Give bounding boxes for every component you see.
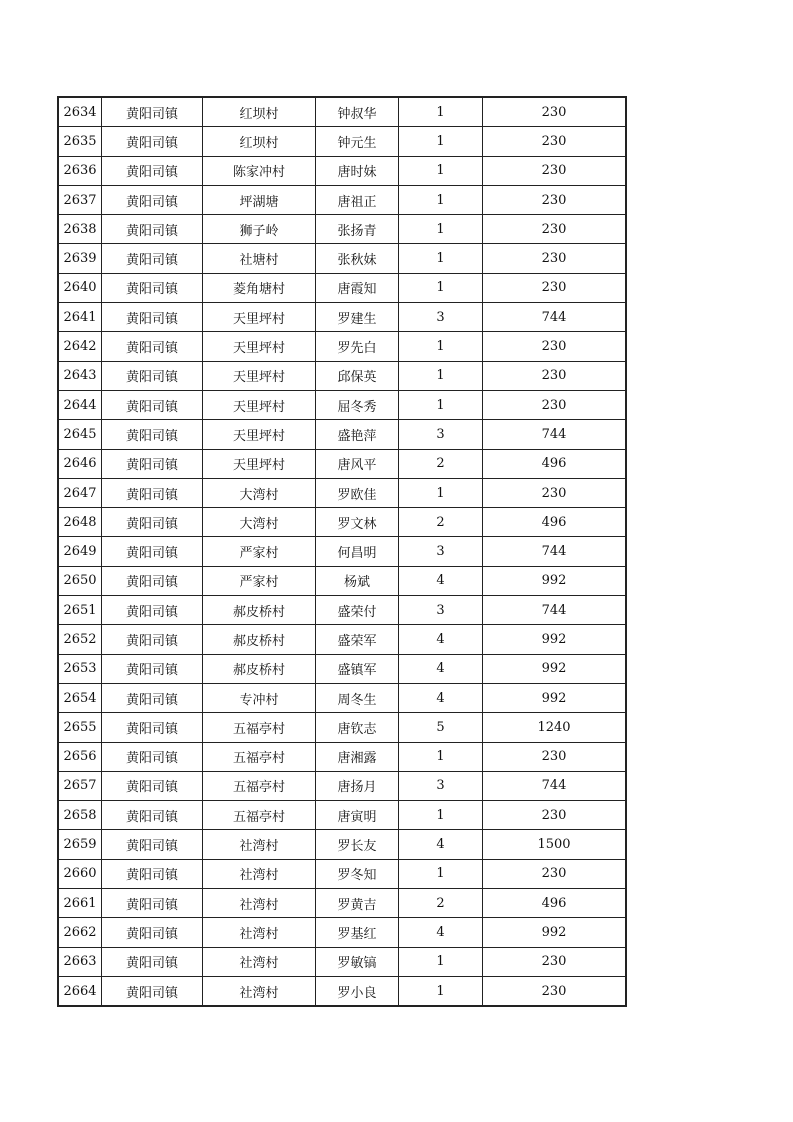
name-cell: 罗黄吉 — [316, 889, 399, 918]
table-row — [58, 625, 626, 654]
name-cell: 罗冬知 — [316, 859, 399, 888]
table-row — [58, 361, 626, 390]
name-cell: 钟叔华 — [316, 97, 399, 127]
table-row — [58, 566, 626, 595]
row-number-cell: 2659 — [58, 830, 102, 859]
row-number-cell: 2642 — [58, 332, 102, 361]
village-cell: 五福亭村 — [203, 801, 316, 830]
table-row — [58, 537, 626, 566]
row-number-cell: 2651 — [58, 596, 102, 625]
count-cell: 4 — [399, 830, 483, 859]
town-cell: 黄阳司镇 — [102, 361, 203, 390]
table-row — [58, 244, 626, 273]
count-cell: 3 — [399, 420, 483, 449]
table-row — [58, 654, 626, 683]
village-cell: 社塘村 — [203, 244, 316, 273]
amount-cell: 496 — [483, 449, 627, 478]
town-cell: 黄阳司镇 — [102, 654, 203, 683]
row-number-cell: 2649 — [58, 537, 102, 566]
amount-cell: 230 — [483, 947, 627, 976]
table-row — [58, 332, 626, 361]
count-cell: 4 — [399, 625, 483, 654]
amount-cell: 744 — [483, 303, 627, 332]
count-cell: 1 — [399, 801, 483, 830]
name-cell: 邱保英 — [316, 361, 399, 390]
table-row — [58, 478, 626, 507]
name-cell: 唐钦志 — [316, 713, 399, 742]
amount-cell: 1500 — [483, 830, 627, 859]
amount-cell: 230 — [483, 390, 627, 419]
count-cell: 1 — [399, 244, 483, 273]
name-cell: 唐湘露 — [316, 742, 399, 771]
village-cell: 郝皮桥村 — [203, 654, 316, 683]
town-cell: 黄阳司镇 — [102, 947, 203, 976]
count-cell: 1 — [399, 976, 483, 1006]
row-number-cell: 2662 — [58, 918, 102, 947]
table-row — [58, 801, 626, 830]
row-number-cell: 2640 — [58, 273, 102, 302]
amount-cell: 230 — [483, 361, 627, 390]
village-cell: 严家村 — [203, 537, 316, 566]
name-cell: 罗敏镐 — [316, 947, 399, 976]
town-cell: 黄阳司镇 — [102, 156, 203, 185]
row-number-cell: 2654 — [58, 683, 102, 712]
village-cell: 社湾村 — [203, 976, 316, 1006]
count-cell: 4 — [399, 683, 483, 712]
row-number-cell: 2645 — [58, 420, 102, 449]
table-row — [58, 449, 626, 478]
count-cell: 1 — [399, 185, 483, 214]
records-table-body — [58, 97, 626, 1006]
table-row — [58, 303, 626, 332]
table-row — [58, 215, 626, 244]
town-cell: 黄阳司镇 — [102, 127, 203, 156]
amount-cell: 230 — [483, 859, 627, 888]
town-cell: 黄阳司镇 — [102, 976, 203, 1006]
amount-cell: 744 — [483, 771, 627, 800]
row-number-cell: 2656 — [58, 742, 102, 771]
name-cell: 张秋妹 — [316, 244, 399, 273]
table-row — [58, 859, 626, 888]
table-row — [58, 771, 626, 800]
row-number-cell: 2653 — [58, 654, 102, 683]
row-number-cell: 2664 — [58, 976, 102, 1006]
town-cell: 黄阳司镇 — [102, 771, 203, 800]
name-cell: 周冬生 — [316, 683, 399, 712]
row-number-cell: 2657 — [58, 771, 102, 800]
row-number-cell: 2638 — [58, 215, 102, 244]
count-cell: 1 — [399, 361, 483, 390]
amount-cell: 1240 — [483, 713, 627, 742]
row-number-cell: 2658 — [58, 801, 102, 830]
amount-cell: 230 — [483, 976, 627, 1006]
town-cell: 黄阳司镇 — [102, 332, 203, 361]
table-row — [58, 185, 626, 214]
row-number-cell: 2636 — [58, 156, 102, 185]
count-cell: 1 — [399, 215, 483, 244]
town-cell: 黄阳司镇 — [102, 742, 203, 771]
count-cell: 1 — [399, 273, 483, 302]
name-cell: 盛艳萍 — [316, 420, 399, 449]
amount-cell: 230 — [483, 244, 627, 273]
town-cell: 黄阳司镇 — [102, 303, 203, 332]
row-number-cell: 2643 — [58, 361, 102, 390]
row-number-cell: 2644 — [58, 390, 102, 419]
row-number-cell: 2635 — [58, 127, 102, 156]
count-cell: 2 — [399, 889, 483, 918]
amount-cell: 496 — [483, 508, 627, 537]
town-cell: 黄阳司镇 — [102, 625, 203, 654]
count-cell: 1 — [399, 859, 483, 888]
amount-cell: 230 — [483, 185, 627, 214]
village-cell: 社湾村 — [203, 947, 316, 976]
village-cell: 大湾村 — [203, 508, 316, 537]
amount-cell: 230 — [483, 215, 627, 244]
name-cell: 盛荣付 — [316, 596, 399, 625]
table-row — [58, 596, 626, 625]
town-cell: 黄阳司镇 — [102, 596, 203, 625]
name-cell: 罗先白 — [316, 332, 399, 361]
count-cell: 3 — [399, 537, 483, 566]
amount-cell: 992 — [483, 918, 627, 947]
amount-cell: 230 — [483, 273, 627, 302]
name-cell: 唐风平 — [316, 449, 399, 478]
count-cell: 4 — [399, 654, 483, 683]
row-number-cell: 2661 — [58, 889, 102, 918]
village-cell: 天里坪村 — [203, 303, 316, 332]
town-cell: 黄阳司镇 — [102, 449, 203, 478]
count-cell: 1 — [399, 478, 483, 507]
name-cell: 唐扬月 — [316, 771, 399, 800]
amount-cell: 744 — [483, 537, 627, 566]
count-cell: 1 — [399, 127, 483, 156]
row-number-cell: 2637 — [58, 185, 102, 214]
village-cell: 专冲村 — [203, 683, 316, 712]
table-row — [58, 97, 626, 127]
count-cell: 4 — [399, 566, 483, 595]
town-cell: 黄阳司镇 — [102, 859, 203, 888]
village-cell: 狮子岭 — [203, 215, 316, 244]
count-cell: 3 — [399, 303, 483, 332]
count-cell: 3 — [399, 596, 483, 625]
town-cell: 黄阳司镇 — [102, 420, 203, 449]
amount-cell: 744 — [483, 420, 627, 449]
name-cell: 唐祖正 — [316, 185, 399, 214]
table-row — [58, 420, 626, 449]
count-cell: 4 — [399, 918, 483, 947]
village-cell: 严家村 — [203, 566, 316, 595]
count-cell: 2 — [399, 449, 483, 478]
table-row — [58, 127, 626, 156]
table-row — [58, 713, 626, 742]
amount-cell: 992 — [483, 683, 627, 712]
name-cell: 张扬青 — [316, 215, 399, 244]
town-cell: 黄阳司镇 — [102, 683, 203, 712]
name-cell: 钟元生 — [316, 127, 399, 156]
row-number-cell: 2641 — [58, 303, 102, 332]
table-row — [58, 390, 626, 419]
town-cell: 黄阳司镇 — [102, 918, 203, 947]
name-cell: 何昌明 — [316, 537, 399, 566]
row-number-cell: 2655 — [58, 713, 102, 742]
town-cell: 黄阳司镇 — [102, 801, 203, 830]
row-number-cell: 2648 — [58, 508, 102, 537]
town-cell: 黄阳司镇 — [102, 244, 203, 273]
row-number-cell: 2660 — [58, 859, 102, 888]
count-cell: 3 — [399, 771, 483, 800]
name-cell: 盛镇军 — [316, 654, 399, 683]
table-row — [58, 683, 626, 712]
table-row — [58, 273, 626, 302]
village-cell: 大湾村 — [203, 478, 316, 507]
count-cell: 1 — [399, 332, 483, 361]
row-number-cell: 2652 — [58, 625, 102, 654]
town-cell: 黄阳司镇 — [102, 185, 203, 214]
row-number-cell: 2647 — [58, 478, 102, 507]
village-cell: 天里坪村 — [203, 332, 316, 361]
name-cell: 唐寅明 — [316, 801, 399, 830]
village-cell: 社湾村 — [203, 830, 316, 859]
row-number-cell: 2663 — [58, 947, 102, 976]
town-cell: 黄阳司镇 — [102, 97, 203, 127]
village-cell: 社湾村 — [203, 889, 316, 918]
town-cell: 黄阳司镇 — [102, 390, 203, 419]
town-cell: 黄阳司镇 — [102, 273, 203, 302]
count-cell: 5 — [399, 713, 483, 742]
table-row — [58, 918, 626, 947]
village-cell: 天里坪村 — [203, 449, 316, 478]
table-row — [58, 976, 626, 1006]
village-cell: 郝皮桥村 — [203, 625, 316, 654]
village-cell: 五福亭村 — [203, 771, 316, 800]
table-row — [58, 156, 626, 185]
village-cell: 社湾村 — [203, 918, 316, 947]
row-number-cell: 2634 — [58, 97, 102, 127]
village-cell: 红坝村 — [203, 127, 316, 156]
amount-cell: 992 — [483, 654, 627, 683]
table-row — [58, 947, 626, 976]
name-cell: 唐时妹 — [316, 156, 399, 185]
village-cell: 五福亭村 — [203, 713, 316, 742]
table-row — [58, 508, 626, 537]
count-cell: 1 — [399, 742, 483, 771]
name-cell: 罗建生 — [316, 303, 399, 332]
village-cell: 天里坪村 — [203, 420, 316, 449]
name-cell: 罗文林 — [316, 508, 399, 537]
amount-cell: 992 — [483, 566, 627, 595]
name-cell: 屈冬秀 — [316, 390, 399, 419]
amount-cell: 230 — [483, 801, 627, 830]
count-cell: 1 — [399, 947, 483, 976]
count-cell: 1 — [399, 390, 483, 419]
table-row — [58, 889, 626, 918]
amount-cell: 230 — [483, 742, 627, 771]
town-cell: 黄阳司镇 — [102, 889, 203, 918]
name-cell: 罗小良 — [316, 976, 399, 1006]
name-cell: 罗基红 — [316, 918, 399, 947]
village-cell: 坪湖塘 — [203, 185, 316, 214]
count-cell: 1 — [399, 97, 483, 127]
amount-cell: 992 — [483, 625, 627, 654]
village-cell: 郝皮桥村 — [203, 596, 316, 625]
row-number-cell: 2639 — [58, 244, 102, 273]
amount-cell: 230 — [483, 478, 627, 507]
name-cell: 盛荣军 — [316, 625, 399, 654]
row-number-cell: 2646 — [58, 449, 102, 478]
village-cell: 红坝村 — [203, 97, 316, 127]
village-cell: 五福亭村 — [203, 742, 316, 771]
village-cell: 社湾村 — [203, 859, 316, 888]
amount-cell: 230 — [483, 156, 627, 185]
town-cell: 黄阳司镇 — [102, 830, 203, 859]
town-cell: 黄阳司镇 — [102, 713, 203, 742]
records-table — [57, 96, 627, 1007]
town-cell: 黄阳司镇 — [102, 508, 203, 537]
amount-cell: 230 — [483, 332, 627, 361]
amount-cell: 230 — [483, 127, 627, 156]
table-row — [58, 830, 626, 859]
name-cell: 杨斌 — [316, 566, 399, 595]
name-cell: 罗长友 — [316, 830, 399, 859]
town-cell: 黄阳司镇 — [102, 566, 203, 595]
name-cell: 罗欧佳 — [316, 478, 399, 507]
village-cell: 天里坪村 — [203, 390, 316, 419]
village-cell: 菱角塘村 — [203, 273, 316, 302]
table-row — [58, 742, 626, 771]
count-cell: 1 — [399, 156, 483, 185]
amount-cell: 744 — [483, 596, 627, 625]
town-cell: 黄阳司镇 — [102, 215, 203, 244]
village-cell: 天里坪村 — [203, 361, 316, 390]
town-cell: 黄阳司镇 — [102, 537, 203, 566]
amount-cell: 230 — [483, 97, 627, 127]
row-number-cell: 2650 — [58, 566, 102, 595]
amount-cell: 496 — [483, 889, 627, 918]
town-cell: 黄阳司镇 — [102, 478, 203, 507]
name-cell: 唐霞知 — [316, 273, 399, 302]
village-cell: 陈家冲村 — [203, 156, 316, 185]
count-cell: 2 — [399, 508, 483, 537]
